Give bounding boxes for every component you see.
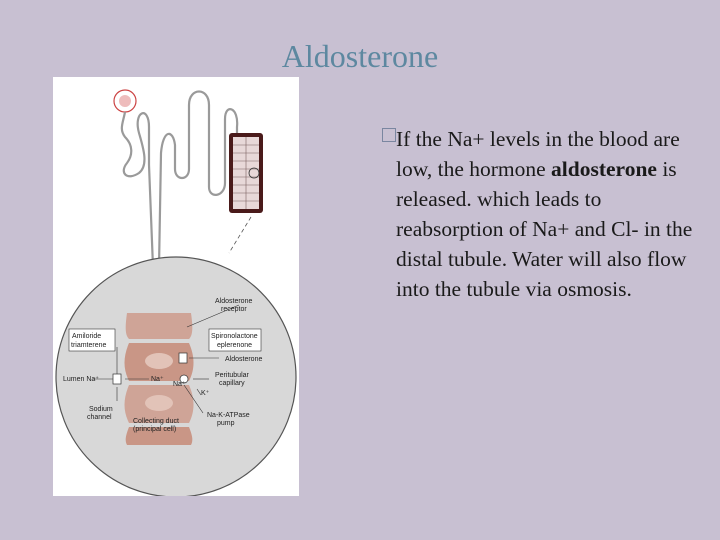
bullet-text-after: is released. which leads to reabsorption of Na+ and Cl- in the distal tubule. Water will also flow into the tubule via osmosis. — [396, 157, 693, 301]
label-sodium-2: channel — [87, 414, 112, 421]
label-aldosterone-receptor-1: Aldosterone — [215, 298, 253, 305]
label-amiloride-1: Amiloride — [72, 333, 102, 340]
label-k: K⁺ — [201, 390, 210, 397]
label-aldosterone: Aldosterone — [225, 356, 263, 363]
label-collecting-2: (principal cell) — [133, 426, 177, 433]
square-bullet-icon — [382, 128, 396, 142]
label-na-1: Na⁺ — [151, 376, 164, 383]
nephron-tubule — [114, 90, 237, 267]
bullet-text — [396, 124, 696, 304]
label-sodium-1: Sodium — [89, 406, 113, 413]
label-pump-1: Na-K-ATPase — [207, 412, 250, 419]
collecting-duct-detail — [229, 133, 263, 213]
label-aldosterone-receptor-2: receptor — [221, 306, 247, 313]
label-peritubular-2: capillary — [219, 380, 245, 387]
label-spironolactone-1: Spironolactone — [211, 333, 258, 340]
nephron-illustration — [53, 77, 299, 496]
label-amiloride-2: triamterene — [71, 342, 107, 349]
label-collecting-1: Collecting duct — [133, 418, 179, 425]
slide-title: Aldosterone — [281, 38, 439, 74]
bullet-text-before: If the Na+ levels in the blood are low, the hormone — [396, 127, 680, 181]
label-pump-2: pump — [217, 420, 235, 427]
label-na-2: Na⁺ — [173, 381, 186, 388]
label-lumen-na: Lumen Na⁺ — [63, 376, 99, 383]
label-peritubular-1: Peritubular — [215, 372, 249, 379]
bullet-text-bold: aldosterone — [551, 157, 657, 181]
nephron-diagram — [53, 77, 299, 496]
label-spironolactone-2: eplerenone — [217, 342, 253, 349]
